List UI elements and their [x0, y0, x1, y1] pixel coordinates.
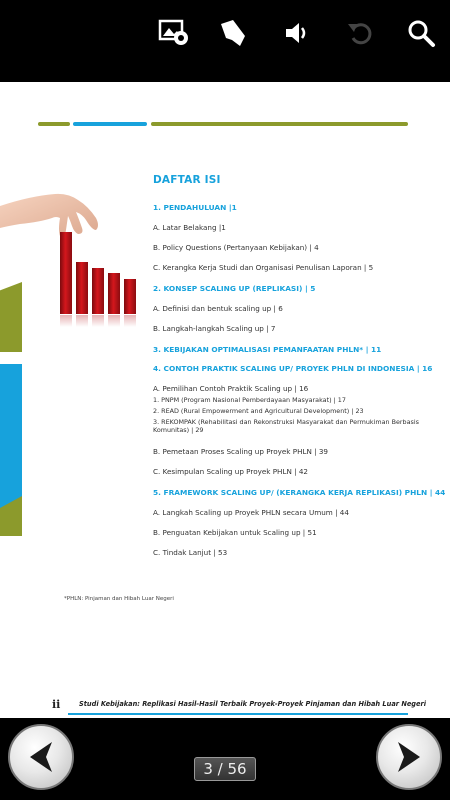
toc-item[interactable]: A. Latar Belakang |1 — [153, 223, 226, 232]
previous-page-button[interactable] — [8, 724, 74, 790]
speaker-button[interactable] — [280, 16, 314, 50]
footer-title: Studi Kebijakan: Replikasi Hasil-Hasil Terbaik Proyek-Proyek Pinjaman dan Hibah Luar Negeri — [79, 700, 427, 708]
toc-item[interactable]: 1. PNPM (Program Nasional Pemberdayaan Masyarakat) | 17 — [153, 396, 346, 404]
toc-list — [153, 203, 446, 557]
arrow-left-icon — [22, 738, 60, 776]
toc-heading[interactable]: 5. FRAMEWORK SCALING UP/ (KERANGKA KERJA REPLIKASI) PHLN | 44 — [153, 488, 446, 497]
next-page-button[interactable] — [376, 724, 442, 790]
header-rule-olive-long — [151, 122, 408, 126]
toc-item[interactable]: B. Pemetaan Proses Scaling up Proyek PHLN | 39 — [153, 447, 328, 456]
image-settings-icon — [158, 18, 192, 48]
page-footer — [52, 698, 427, 718]
toc-item[interactable]: C. Kerangka Kerja Studi dan Organisasi Penulisan Laporan | 5 — [153, 263, 374, 272]
search-button[interactable] — [404, 16, 438, 50]
toc-item[interactable]: A. Langkah Scaling up Proyek PHLN secara Umum | 44 — [153, 508, 349, 517]
toc-item[interactable]: B. Langkah-langkah Scaling up | 7 — [153, 324, 276, 333]
toc-item[interactable]: 3. REKOMPAK (Rehabilitasi dan Rekonstruksi Masyarakat dan Permukiman Berbasis Komunitas) | 29 — [153, 418, 419, 434]
toc-item[interactable]: B. Policy Questions (Pertanyaan Kebijakan) | 4 — [153, 243, 319, 252]
document-page[interactable] — [0, 82, 450, 718]
toc-heading[interactable]: 2. KONSEP SCALING UP (REPLIKASI) | 5 — [153, 284, 316, 293]
toc-heading[interactable]: 4. CONTOH PRAKTIK SCALING UP/ PROYEK PHLN DI INDONESIA | 16 — [153, 364, 433, 373]
toc-item[interactable]: B. Penguatan Kebijakan untuk Scaling up | 51 — [153, 528, 317, 537]
speaker-icon — [282, 18, 312, 48]
table-of-contents — [153, 174, 446, 557]
page-indicator[interactable]: 3 / 56 — [194, 757, 256, 781]
search-icon — [406, 18, 436, 48]
bottom-navigation — [0, 718, 450, 800]
footer-page-number: ii — [52, 698, 61, 711]
arrow-right-icon — [390, 738, 428, 776]
footer-rule — [68, 713, 408, 715]
toc-item[interactable]: 2. READ (Rural Empowerment and Agricultural Development) | 23 — [153, 407, 364, 415]
header-rule-olive-short — [38, 122, 70, 126]
header-rule-blue — [73, 122, 147, 126]
footnote: *PHLN: Pinjaman dan Hibah Luar Negeri — [64, 596, 174, 602]
toc-item[interactable]: C. Kesimpulan Scaling up Proyek PHLN | 42 — [153, 467, 308, 476]
toc-title: DAFTAR ISI — [153, 174, 221, 186]
toc-item[interactable]: A. Definisi dan bentuk scaling up | 6 — [153, 304, 283, 313]
toc-item[interactable]: C. Tindak Lanjut | 53 — [153, 548, 228, 557]
hand-bar-chart-illustration — [0, 186, 145, 346]
top-toolbar — [0, 0, 450, 78]
toc-item[interactable]: A. Pemilihan Contoh Praktik Scaling up | 16 — [153, 384, 309, 393]
image-settings-button[interactable] — [158, 16, 192, 50]
toc-heading[interactable]: 3. KEBIJAKAN OPTIMALISASI PEMANFAATAN PHLN* | 11 — [153, 345, 382, 354]
undo-button[interactable] — [343, 16, 377, 50]
undo-icon — [345, 18, 375, 48]
bookmark-icon — [218, 18, 248, 48]
side-stripe-blue — [0, 364, 22, 514]
toc-heading[interactable]: 1. PENDAHULUAN |1 — [153, 203, 237, 212]
bookmark-button[interactable] — [216, 16, 250, 50]
